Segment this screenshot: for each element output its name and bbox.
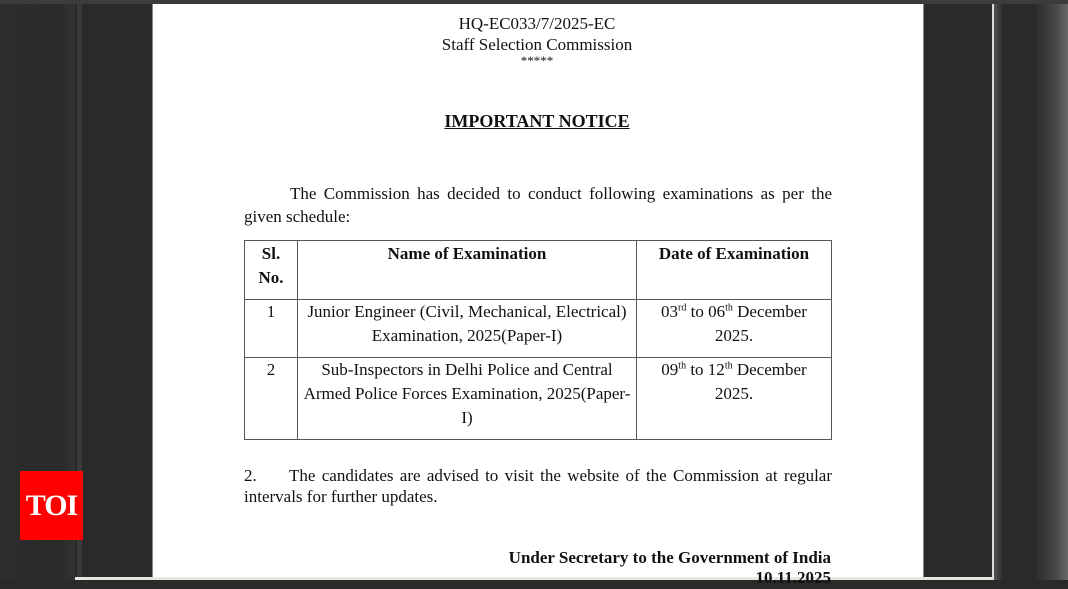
table-header-row [245, 241, 832, 300]
cell-exam-name: Junior Engineer (Civil, Mechanical, Electrical) Examination, 2025(Paper-I) [298, 300, 637, 358]
notice-title: IMPORTANT NOTICE [444, 111, 630, 131]
table-row [245, 300, 832, 358]
notice-date: 10.11.2025 [755, 568, 831, 587]
separator-stars: ***** [520, 53, 554, 68]
advisory-text: The candidates are advised to visit the website of the Commission at regular intervals for further updates. [244, 466, 832, 506]
exam-schedule-table [244, 240, 832, 440]
header-sl-no: Sl. No. [245, 241, 298, 300]
cell-sl-no: 2 [245, 358, 298, 440]
advisory-paragraph [244, 465, 832, 507]
organization-name: Staff Selection Commission [441, 35, 633, 54]
signatory: Under Secretary to the Government of India [508, 548, 831, 567]
toi-logo: TOI [20, 471, 83, 540]
right-panel [994, 4, 1068, 580]
reference-number: HQ-EC033/7/2025-EC [458, 14, 616, 33]
cell-sl-no: 1 [245, 300, 298, 358]
paragraph-number: 2. [244, 466, 257, 485]
table-row [245, 358, 832, 440]
cell-exam-date: 09th to 12th December 2025. [637, 358, 832, 440]
header-exam-name: Name of Examination [298, 241, 637, 300]
cell-exam-name: Sub-Inspectors in Delhi Police and Central Armed Police Forces Examination, 2025(Paper-I) [298, 358, 637, 440]
header-exam-date: Date of Examination [637, 241, 832, 300]
intro-paragraph: The Commission has decided to conduct following examinations as per the given schedule: [244, 184, 832, 226]
cell-exam-date: 03rd to 06th December 2025. [637, 300, 832, 358]
